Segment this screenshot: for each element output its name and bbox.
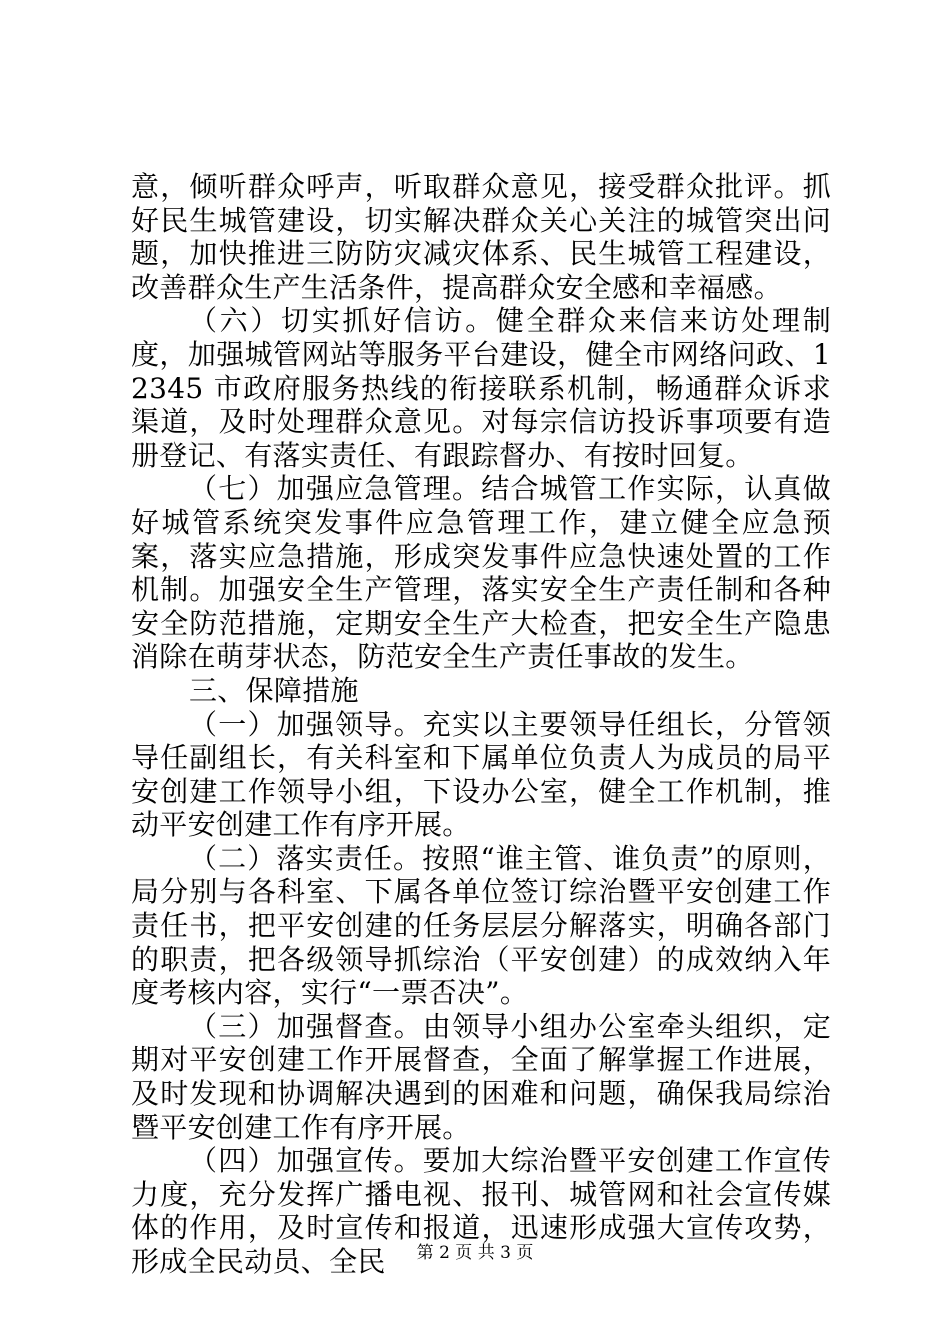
page-footer: 第 2 页 共 3 页 [416, 1243, 534, 1263]
paragraph-item-6: （六）切实抓好信访。健全群众来信来访处理制度，加强城管网站等服务平台建设，健全市网络问政、12345 市政府服务热线的衔接联系机制，畅通群众诉求渠道，及时处理群众意见。对每宗信访投诉事项要有造册登记、有落实责任、有跟踪督办、有按时回复。 [131, 304, 831, 472]
paragraph-continuation: 意，倾听群众呼声，听取群众意见，接受群众批评。抓好民生城管建设，切实解决群众关心关注的城管突出问题，加快推进三防防灾减灾体系、民生城管工程建设，改善群众生产生活条件，提高群众安全感和幸福感。 [131, 170, 831, 304]
paragraph-measure-2: （二）落实责任。按照“谁主管、谁负责”的原则，局分别与各科室、下属各单位签订综治暨平安创建工作责任书，把平安创建的任务层层分解落实，明确各部门的职责，把各级领导抓综治（平安创建）的成效纳入年度考核内容，实行“一票否决”。 [131, 841, 831, 1010]
paragraph-measure-3: （三）加强督查。由领导小组办公室牵头组织，定期对平安创建工作开展督查，全面了解掌握工作进展，及时发现和协调解决遇到的困难和问题，确保我局综治暨平安创建工作有序开展。 [131, 1009, 831, 1144]
document-body [131, 170, 831, 1279]
section-heading: 三、保障措施 [189, 673, 359, 707]
paragraph-measure-4: （四）加强宣传。要加大综治暨平安创建工作宣传力度，充分发挥广播电视、报刊、城管网和社会宣传媒体的作用，及时宣传和报道，迅速形成强大宣传攻势，形成全民动员、全民 [131, 1144, 831, 1278]
paragraph-measure-1: （一）加强领导。充实以主要领导任组长，分管领导任副组长，有关科室和下属单位负责人为成员的局平安创建工作领导小组，下设办公室，健全工作机制，推动平安创建工作有序开展。 [131, 707, 831, 842]
paragraph-item-7: （七）加强应急管理。结合城管工作实际，认真做好城管系统突发事件应急管理工作，建立健全应急预案，落实应急措施，形成突发事件应急快速处置的工作机制。加强安全生产管理，落实安全生产责任制和各种安全防范措施，定期安全生产大检查，把安全生产隐患消除在萌芽状态，防范安全生产责任事故的发生。 [131, 472, 831, 674]
